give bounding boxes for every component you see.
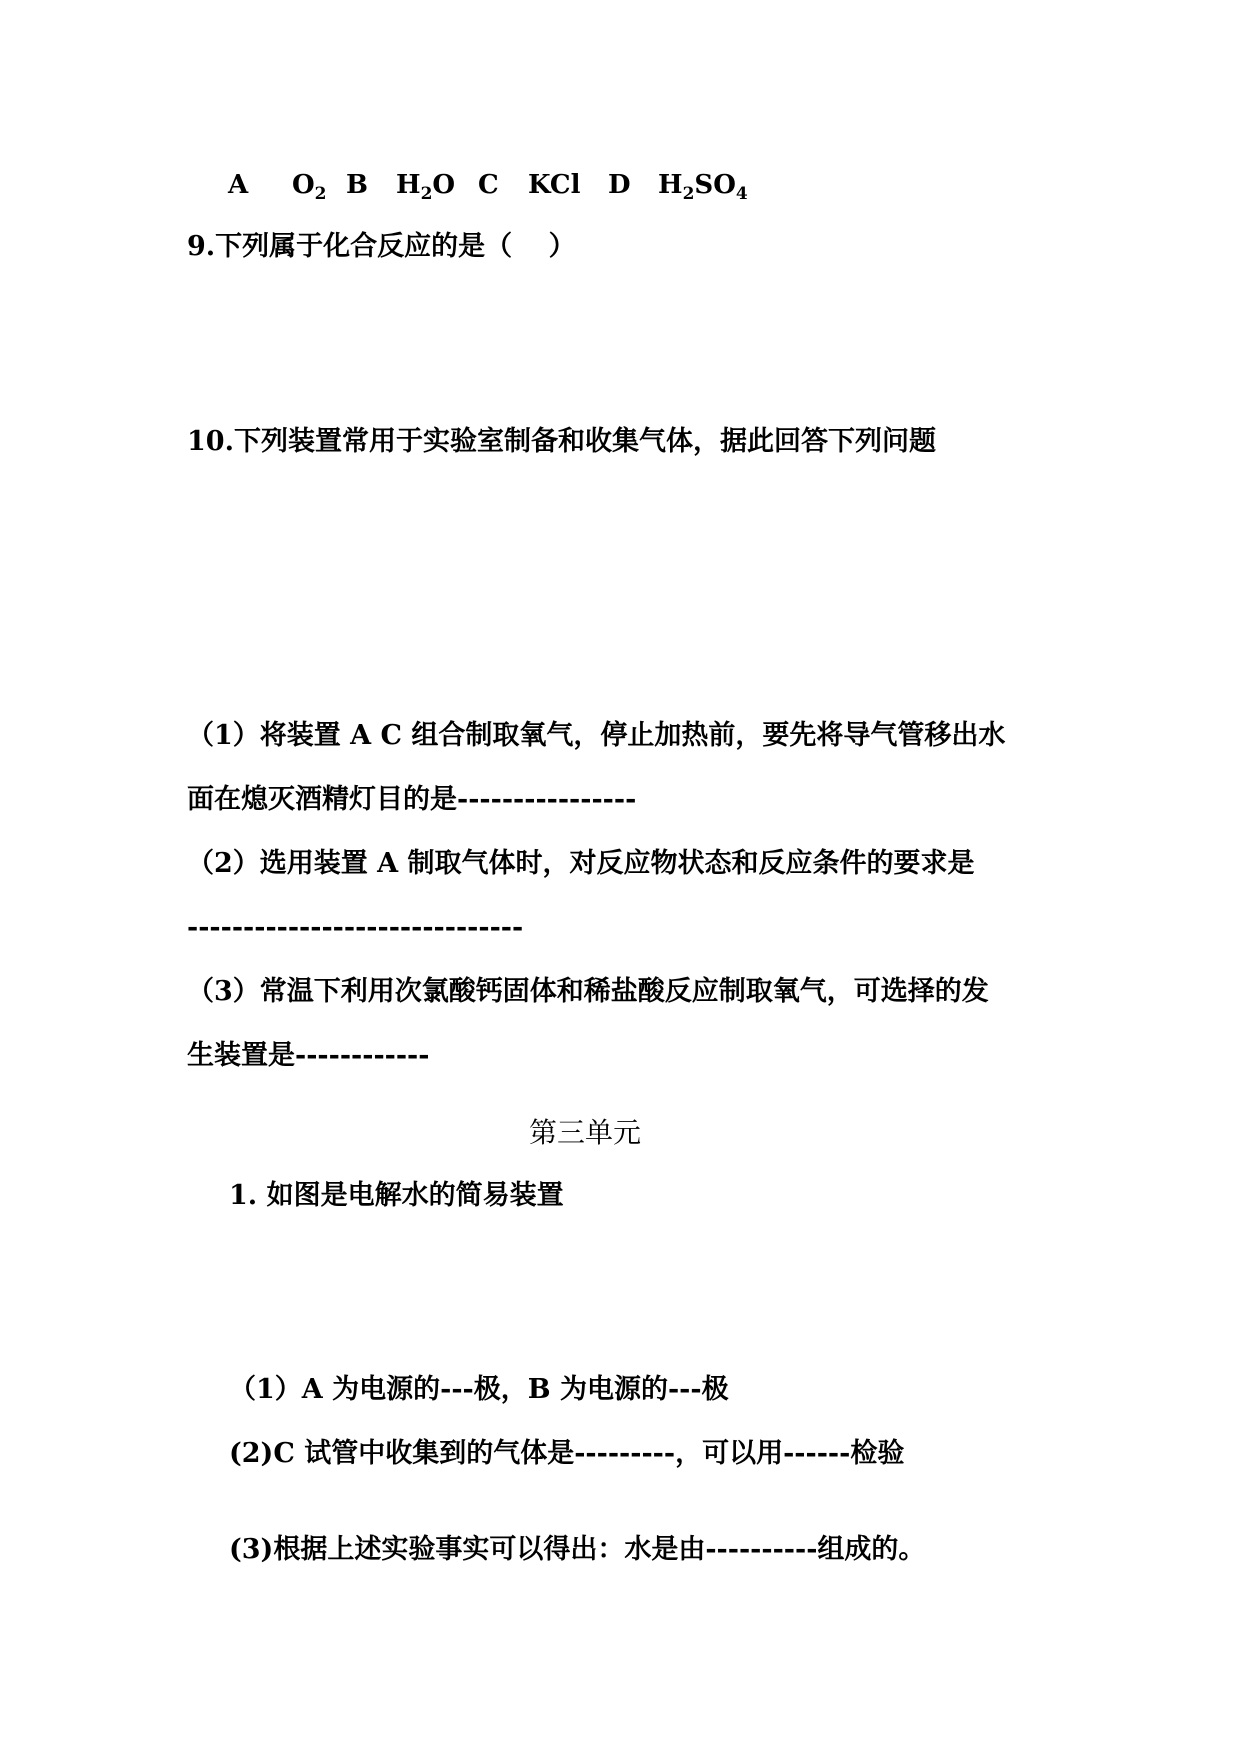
unit3-question-1-part1: （1）A 为电源的---极，B 为电源的---极 bbox=[229, 1374, 729, 1405]
option-b-letter: B bbox=[346, 170, 368, 200]
option-d-letter: D bbox=[608, 170, 631, 200]
unit-title: 第三单元 bbox=[528, 1116, 641, 1149]
question-9: 9.下列属于化合反应的是（ ） bbox=[187, 231, 576, 262]
option-b-formula: $H_2O$ bbox=[396, 170, 456, 204]
option-c-letter: C bbox=[478, 170, 499, 200]
question-10-part3-line2: 生装置是------------ bbox=[187, 1040, 430, 1071]
question-10-part3-line1: （3）常温下利用次氯酸钙固体和稀盐酸反应制取氧气，可选择的发 bbox=[187, 976, 989, 1007]
option-d-formula: $H_2SO_4$ bbox=[658, 170, 748, 204]
question-10-part1-line1: （1）将装置 A C 组合制取氧气，停止加热前，要先将导气管移出水 bbox=[187, 720, 1006, 751]
question-10-part2-line1: （2）选用装置 A 制取气体时，对反应物状态和反应条件的要求是 bbox=[187, 848, 975, 879]
unit3-question-1-part3: (3)根据上述实验事实可以得出：水是由----------组成的。 bbox=[229, 1534, 926, 1565]
question-10-part1-line2: 面在熄灭酒精灯目的是---------------- bbox=[187, 784, 637, 815]
option-a-formula: $O_2$ bbox=[292, 170, 327, 204]
option-c-formula: KCl bbox=[528, 170, 581, 200]
question-10-part2-line2: ------------------------------ bbox=[187, 912, 524, 943]
question-10-stem: 10.下列装置常用于实验室制备和收集气体，据此回答下列问题 bbox=[187, 426, 936, 457]
option-a-letter: A bbox=[228, 170, 249, 200]
unit3-question-1-stem: 1. 如图是电解水的简易装置 bbox=[229, 1180, 564, 1211]
unit3-question-1-part2: (2)C 试管中收集到的气体是---------，可以用------检验 bbox=[229, 1438, 905, 1469]
